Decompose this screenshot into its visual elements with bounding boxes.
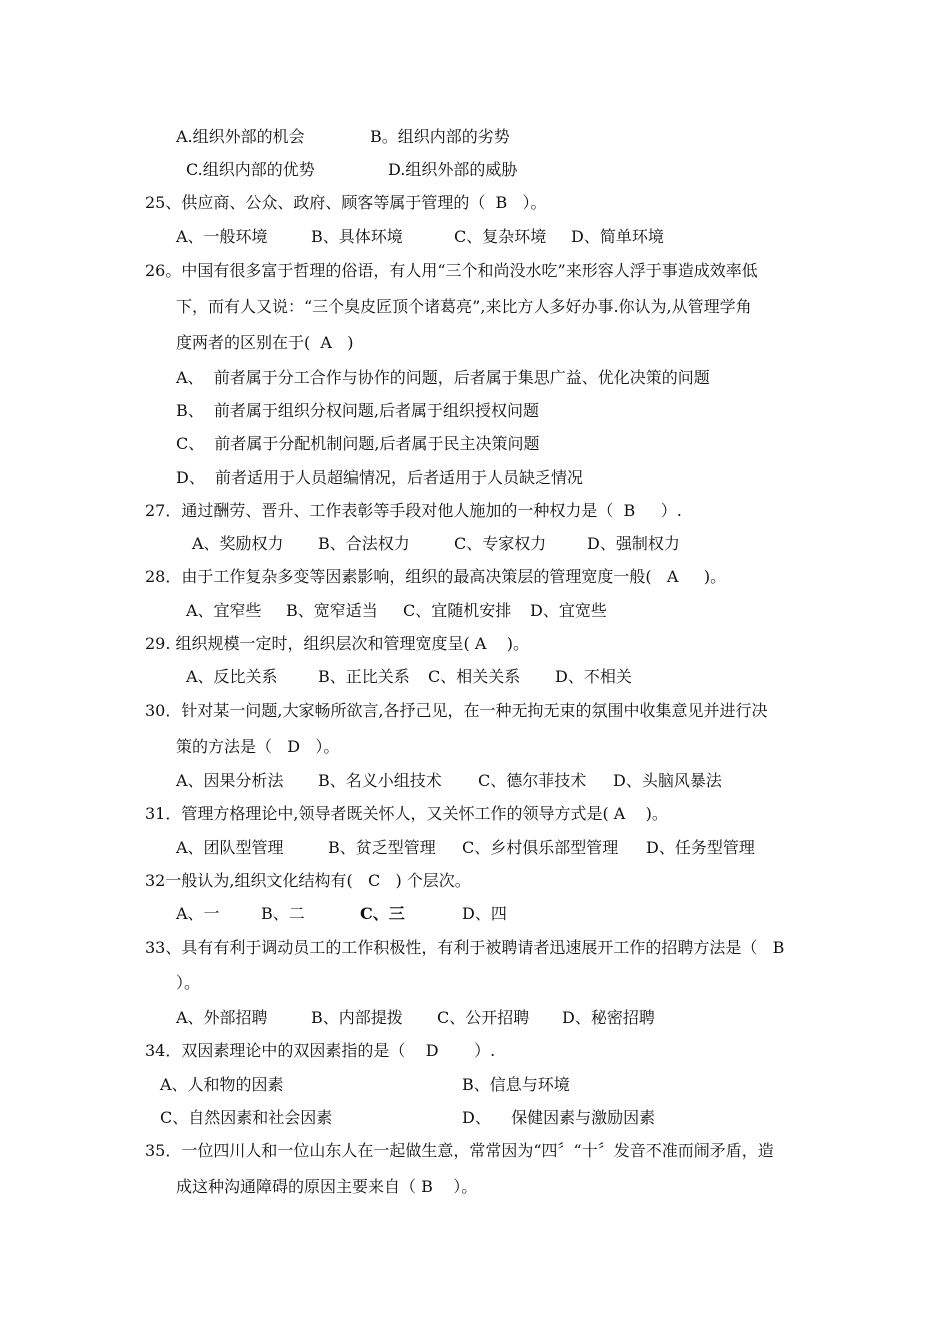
q26-stem-line2: 下，而有人又说：“三个臭皮匠顶个诸葛亮”,来比方人多好办事.你认为,从管理学角 [176, 297, 752, 316]
q25-option-b: B、具体环境 [311, 227, 403, 246]
q33-stem-line1: 33、具有有利于调动员工的工作积极性，有利于被聘请者迅速展开工作的招聘方法是（ B [145, 938, 785, 957]
q31-option-a: A、团队型管理 [176, 838, 284, 857]
q28-option-a: A、宜窄些 [186, 601, 262, 620]
q26-option-d: D、 前者适用于人员超编情况，后者适用于人员缺乏情况 [176, 468, 584, 487]
q29-option-b: B、正比关系 [318, 667, 410, 686]
q31-option-b: B、贫乏型管理 [328, 838, 436, 857]
q27-option-a: A、奖励权力 [192, 534, 284, 553]
q35-stem-line1: 35．一位四川人和一位山东人在一起做生意，常常因为“四〞“十〞发音不准而闹矛盾，造 [145, 1141, 774, 1160]
q34-option-a: A、人和物的因素 [160, 1075, 284, 1094]
q33-option-d: D、秘密招聘 [562, 1008, 655, 1027]
q24-option-a: A.组织外部的机会 [176, 127, 305, 146]
q31-stem: 31．管理方格理论中,领导者既关怀人，又关怀工作的领导方式是( A )。 [145, 804, 668, 823]
q29-option-a: A、反比关系 [186, 667, 278, 686]
q32-option-c: C、三 [360, 904, 405, 923]
q27-option-d: D、强制权力 [587, 534, 680, 553]
q28-stem: 28．由于工作复杂多变等因素影响，组织的最高决策层的管理宽度一般( A )。 [145, 567, 727, 586]
q30-option-b: B、名义小组技术 [318, 771, 442, 790]
q26-option-c: C、 前者属于分配机制问题,后者属于民主决策问题 [176, 434, 540, 453]
q24-option-b: B。组织内部的劣势 [370, 127, 510, 146]
q31-option-c: C、乡村俱乐部型管理 [462, 838, 619, 857]
q32-option-b: B、二 [261, 904, 305, 923]
q26-option-a: A、 前者属于分工合作与协作的问题，后者属于集思广益、优化决策的问题 [176, 368, 710, 387]
q32-option-d: D、四 [462, 904, 507, 923]
q30-option-d: D、头脑风暴法 [613, 771, 722, 790]
q28-option-d: D、宜宽些 [530, 601, 607, 620]
q34-option-c: C、自然因素和社会因素 [160, 1108, 333, 1127]
q27-option-b: B、合法权力 [318, 534, 410, 553]
q32-option-a: A、一 [176, 904, 220, 923]
q35-stem-line2: 成这种沟通障碍的原因主要来自（ B ）。 [176, 1177, 478, 1196]
q26-option-b: B、 前者属于组织分权问题,后者属于组织授权问题 [176, 401, 540, 420]
q29-option-c: C、相关关系 [428, 667, 521, 686]
q33-option-a: A、外部招聘 [176, 1008, 268, 1027]
q25-stem: 25、供应商、公众、政府、顾客等属于管理的（ B ）。 [145, 193, 547, 212]
q26-stem-line3: 度两者的区别在于( A ) [176, 333, 354, 352]
q33-option-b: B、内部提拨 [311, 1008, 403, 1027]
q26-stem-line1: 26。中国有很多富于哲理的俗语，有人用“三个和尚没水吃”来形容人浮于事造成效率低 [145, 261, 758, 280]
q34-option-b: B、信息与环境 [462, 1075, 570, 1094]
q31-option-d: D、任务型管理 [646, 838, 755, 857]
q34-option-d: D、 保健因素与激励因素 [462, 1108, 656, 1127]
q33-stem-line2: ）。 [176, 973, 201, 992]
q27-option-c: C、专家权力 [454, 534, 547, 553]
q29-option-d: D、不相关 [555, 667, 632, 686]
q30-option-a: A、因果分析法 [176, 771, 284, 790]
q30-stem-line2: 策的方法是（ D ）。 [176, 737, 340, 756]
q33-option-c: C、公开招聘 [437, 1008, 530, 1027]
q28-option-b: B、宽窄适当 [286, 601, 378, 620]
q28-option-c: C、宜随机安排 [403, 601, 512, 620]
q29-stem: 29. 组织规模一定时，组织层次和管理宽度呈( A )。 [145, 634, 530, 653]
q30-stem-line1: 30．针对某一问题,大家畅所欲言,各抒己见，在一种无拘无束的氛围中收集意见并进行决 [145, 701, 768, 720]
q27-stem: 27．通过酬劳、晋升、工作表彰等手段对他人施加的一种权力是（ B ）. [145, 501, 682, 520]
q30-option-c: C、德尔菲技术 [478, 771, 587, 790]
q25-option-c: C、复杂环境 [454, 227, 547, 246]
q25-option-d: D、简单环境 [571, 227, 664, 246]
q24-option-c: C.组织内部的优势 [186, 160, 315, 179]
q25-option-a: A、一般环境 [176, 227, 268, 246]
q34-stem: 34．双因素理论中的双因素指的是（ D ）. [145, 1041, 496, 1060]
q32-stem: 32一般认为,组织文化结构有( C ) 个层次。 [145, 871, 471, 890]
q24-option-d: D.组织外部的威胁 [388, 160, 518, 179]
